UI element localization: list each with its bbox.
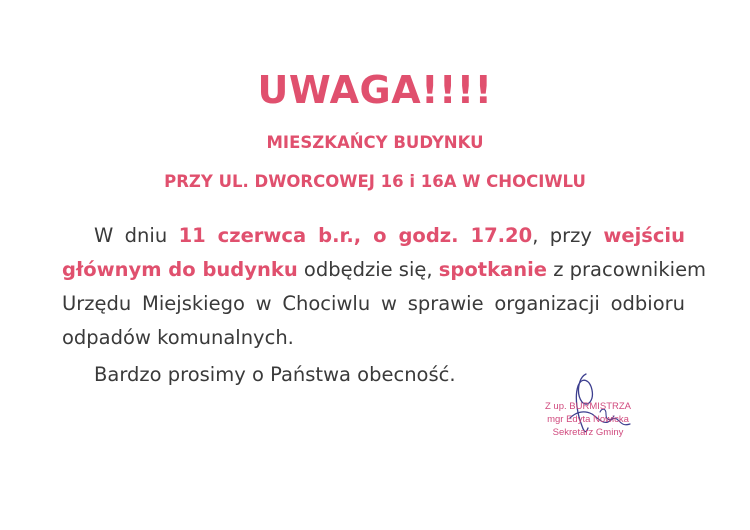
meeting-date-highlight: 11 czerwca b.r., o godz. 17.20: [178, 224, 533, 247]
stamp-line-name: mgr Edyta Nowicka: [547, 414, 629, 425]
paragraph-line-4: odpadów komunalnych.: [62, 326, 294, 349]
notice-subtitle-residents: MIESZKAŃCY BUDYNKU: [266, 133, 484, 152]
closing-paragraph: Bardzo prosimy o Państwa obecność.: [94, 363, 456, 386]
meeting-paragraph: [62, 219, 707, 355]
paragraph-line-1: [62, 219, 685, 253]
notice-title: UWAGA!!!!: [257, 68, 493, 112]
stamp-line-authority: Z up. BURMISTRZA: [544, 401, 632, 412]
text-fragment: z pracownikiem: [547, 258, 707, 281]
meeting-place-highlight-cont: głównym do budynku: [62, 258, 298, 281]
text-fragment: W dniu: [94, 224, 179, 247]
notice-subtitle-address: PRZY UL. DWORCOWEJ 16 i 16A W CHOCIWLU: [164, 172, 586, 191]
paragraph-line-3: Urzędu Miejskiego w Chociwlu w sprawie organizacji odbioru: [62, 292, 685, 315]
stamp-line-position: Sekretarz Gminy: [552, 427, 624, 438]
paragraph-line-2: [62, 253, 707, 287]
text-fragment: odbędzie się,: [297, 258, 439, 281]
meeting-place-highlight: wejściu: [603, 224, 685, 247]
text-fragment: , przy: [532, 224, 604, 247]
meeting-event-highlight: spotkanie: [438, 258, 547, 281]
official-stamp: [532, 400, 644, 439]
